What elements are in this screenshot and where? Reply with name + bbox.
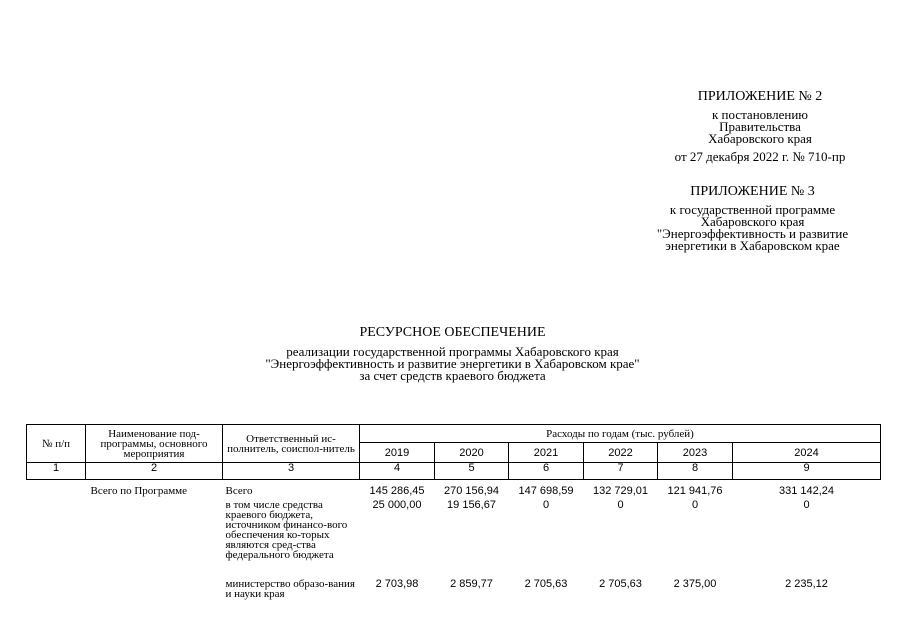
row-executor: министерство образо-вания и науки края bbox=[225, 578, 355, 600]
row-value: 2 703,98 bbox=[375, 578, 419, 590]
row-value: 2 235,12 bbox=[785, 578, 828, 590]
row-value: 121 941,76 bbox=[667, 485, 723, 497]
header-year: 2021 bbox=[509, 443, 584, 463]
table-row bbox=[27, 480, 881, 499]
column-number: 1 bbox=[27, 463, 86, 480]
row-value: 25 000,00 bbox=[372, 499, 422, 511]
header-year: 2019 bbox=[360, 443, 435, 463]
column-number: 9 bbox=[733, 463, 881, 480]
header-expenses: Расходы по годам (тыс. рублей) bbox=[360, 425, 881, 443]
header-year: 2022 bbox=[584, 443, 658, 463]
row-num bbox=[27, 578, 86, 603]
appendix-3-block bbox=[630, 186, 875, 252]
document-subtitle-line: реализации государственной программы Хабаровского края bbox=[286, 344, 619, 359]
appendix-3-title: ПРИЛОЖЕНИЕ № 3 bbox=[690, 184, 815, 199]
column-number: 7 bbox=[584, 463, 658, 480]
appendix-2-title: ПРИЛОЖЕНИЕ № 2 bbox=[697, 89, 823, 104]
header-year: 2020 bbox=[435, 443, 509, 463]
row-executor: в том числе средства краевого бюджета, источником финансо-вого обеспечения ко-торых являются сред-ства федерального бюджета bbox=[225, 499, 348, 561]
row-value: 0 bbox=[542, 499, 550, 511]
row-name bbox=[86, 498, 223, 578]
column-number: 8 bbox=[658, 463, 733, 480]
row-name bbox=[86, 578, 223, 603]
resource-table bbox=[26, 424, 881, 603]
table-row bbox=[27, 578, 881, 603]
row-value: 19 156,67 bbox=[447, 499, 496, 511]
row-value: 2 859,77 bbox=[450, 578, 493, 590]
document-subtitle-line: "Энергоэффективность и развитие энергетики в Хабаровском крае" bbox=[265, 356, 640, 371]
appendix-3-line: энергетики в Хабаровском крае bbox=[665, 238, 840, 253]
row-value: 270 156,94 bbox=[443, 485, 500, 497]
header-num: № п/п bbox=[27, 425, 86, 463]
row-value: 2 705,63 bbox=[599, 578, 642, 590]
appendix-3-line: к государственной программе bbox=[669, 202, 836, 217]
header-year: 2023 bbox=[658, 443, 733, 463]
row-value: 0 bbox=[691, 499, 699, 511]
row-value: 0 bbox=[803, 499, 810, 511]
appendix-2-line: Правительства bbox=[719, 119, 801, 134]
column-number: 4 bbox=[360, 463, 435, 480]
document-subtitle-line: за счет средств краевого бюджета bbox=[359, 368, 546, 383]
row-value: 145 286,45 bbox=[369, 485, 425, 497]
column-number: 3 bbox=[223, 463, 360, 480]
appendix-2-date: от 27 декабря 2022 г. № 710-пр bbox=[674, 149, 846, 164]
row-value: 132 729,01 bbox=[592, 485, 649, 497]
appendix-2-line: Хабаровского края bbox=[708, 131, 812, 146]
column-number: 5 bbox=[435, 463, 509, 480]
header-executor: Ответственный ис-полнитель, соиспол-нитель bbox=[223, 425, 360, 463]
row-value: 331 142,24 bbox=[778, 485, 835, 497]
document-title: РЕСУРСНОЕ ОБЕСПЕЧЕНИЕ bbox=[359, 325, 546, 340]
row-value: 2 705,63 bbox=[524, 578, 568, 590]
column-number: 2 bbox=[86, 463, 223, 480]
header-year: 2024 bbox=[733, 443, 881, 463]
row-num bbox=[27, 480, 86, 499]
header-name: Наименование под-программы, основного мероприятия bbox=[86, 425, 223, 463]
table-row bbox=[27, 498, 881, 578]
appendix-3-line: "Энергоэффективность и развитие bbox=[656, 226, 849, 241]
column-numbers-row bbox=[27, 463, 881, 480]
appendix-3-line: Хабаровского края bbox=[700, 214, 805, 229]
appendix-2-line: к постановлению bbox=[711, 107, 809, 122]
document-title-block bbox=[200, 327, 705, 382]
row-value: 147 698,59 bbox=[518, 485, 574, 497]
row-name: Всего по Программе bbox=[90, 485, 188, 497]
row-executor: Всего bbox=[225, 485, 253, 497]
column-number: 6 bbox=[509, 463, 584, 480]
row-num bbox=[27, 498, 86, 578]
appendix-2-block bbox=[650, 91, 870, 163]
row-value: 2 375,00 bbox=[673, 578, 717, 590]
row-value: 0 bbox=[617, 499, 624, 511]
